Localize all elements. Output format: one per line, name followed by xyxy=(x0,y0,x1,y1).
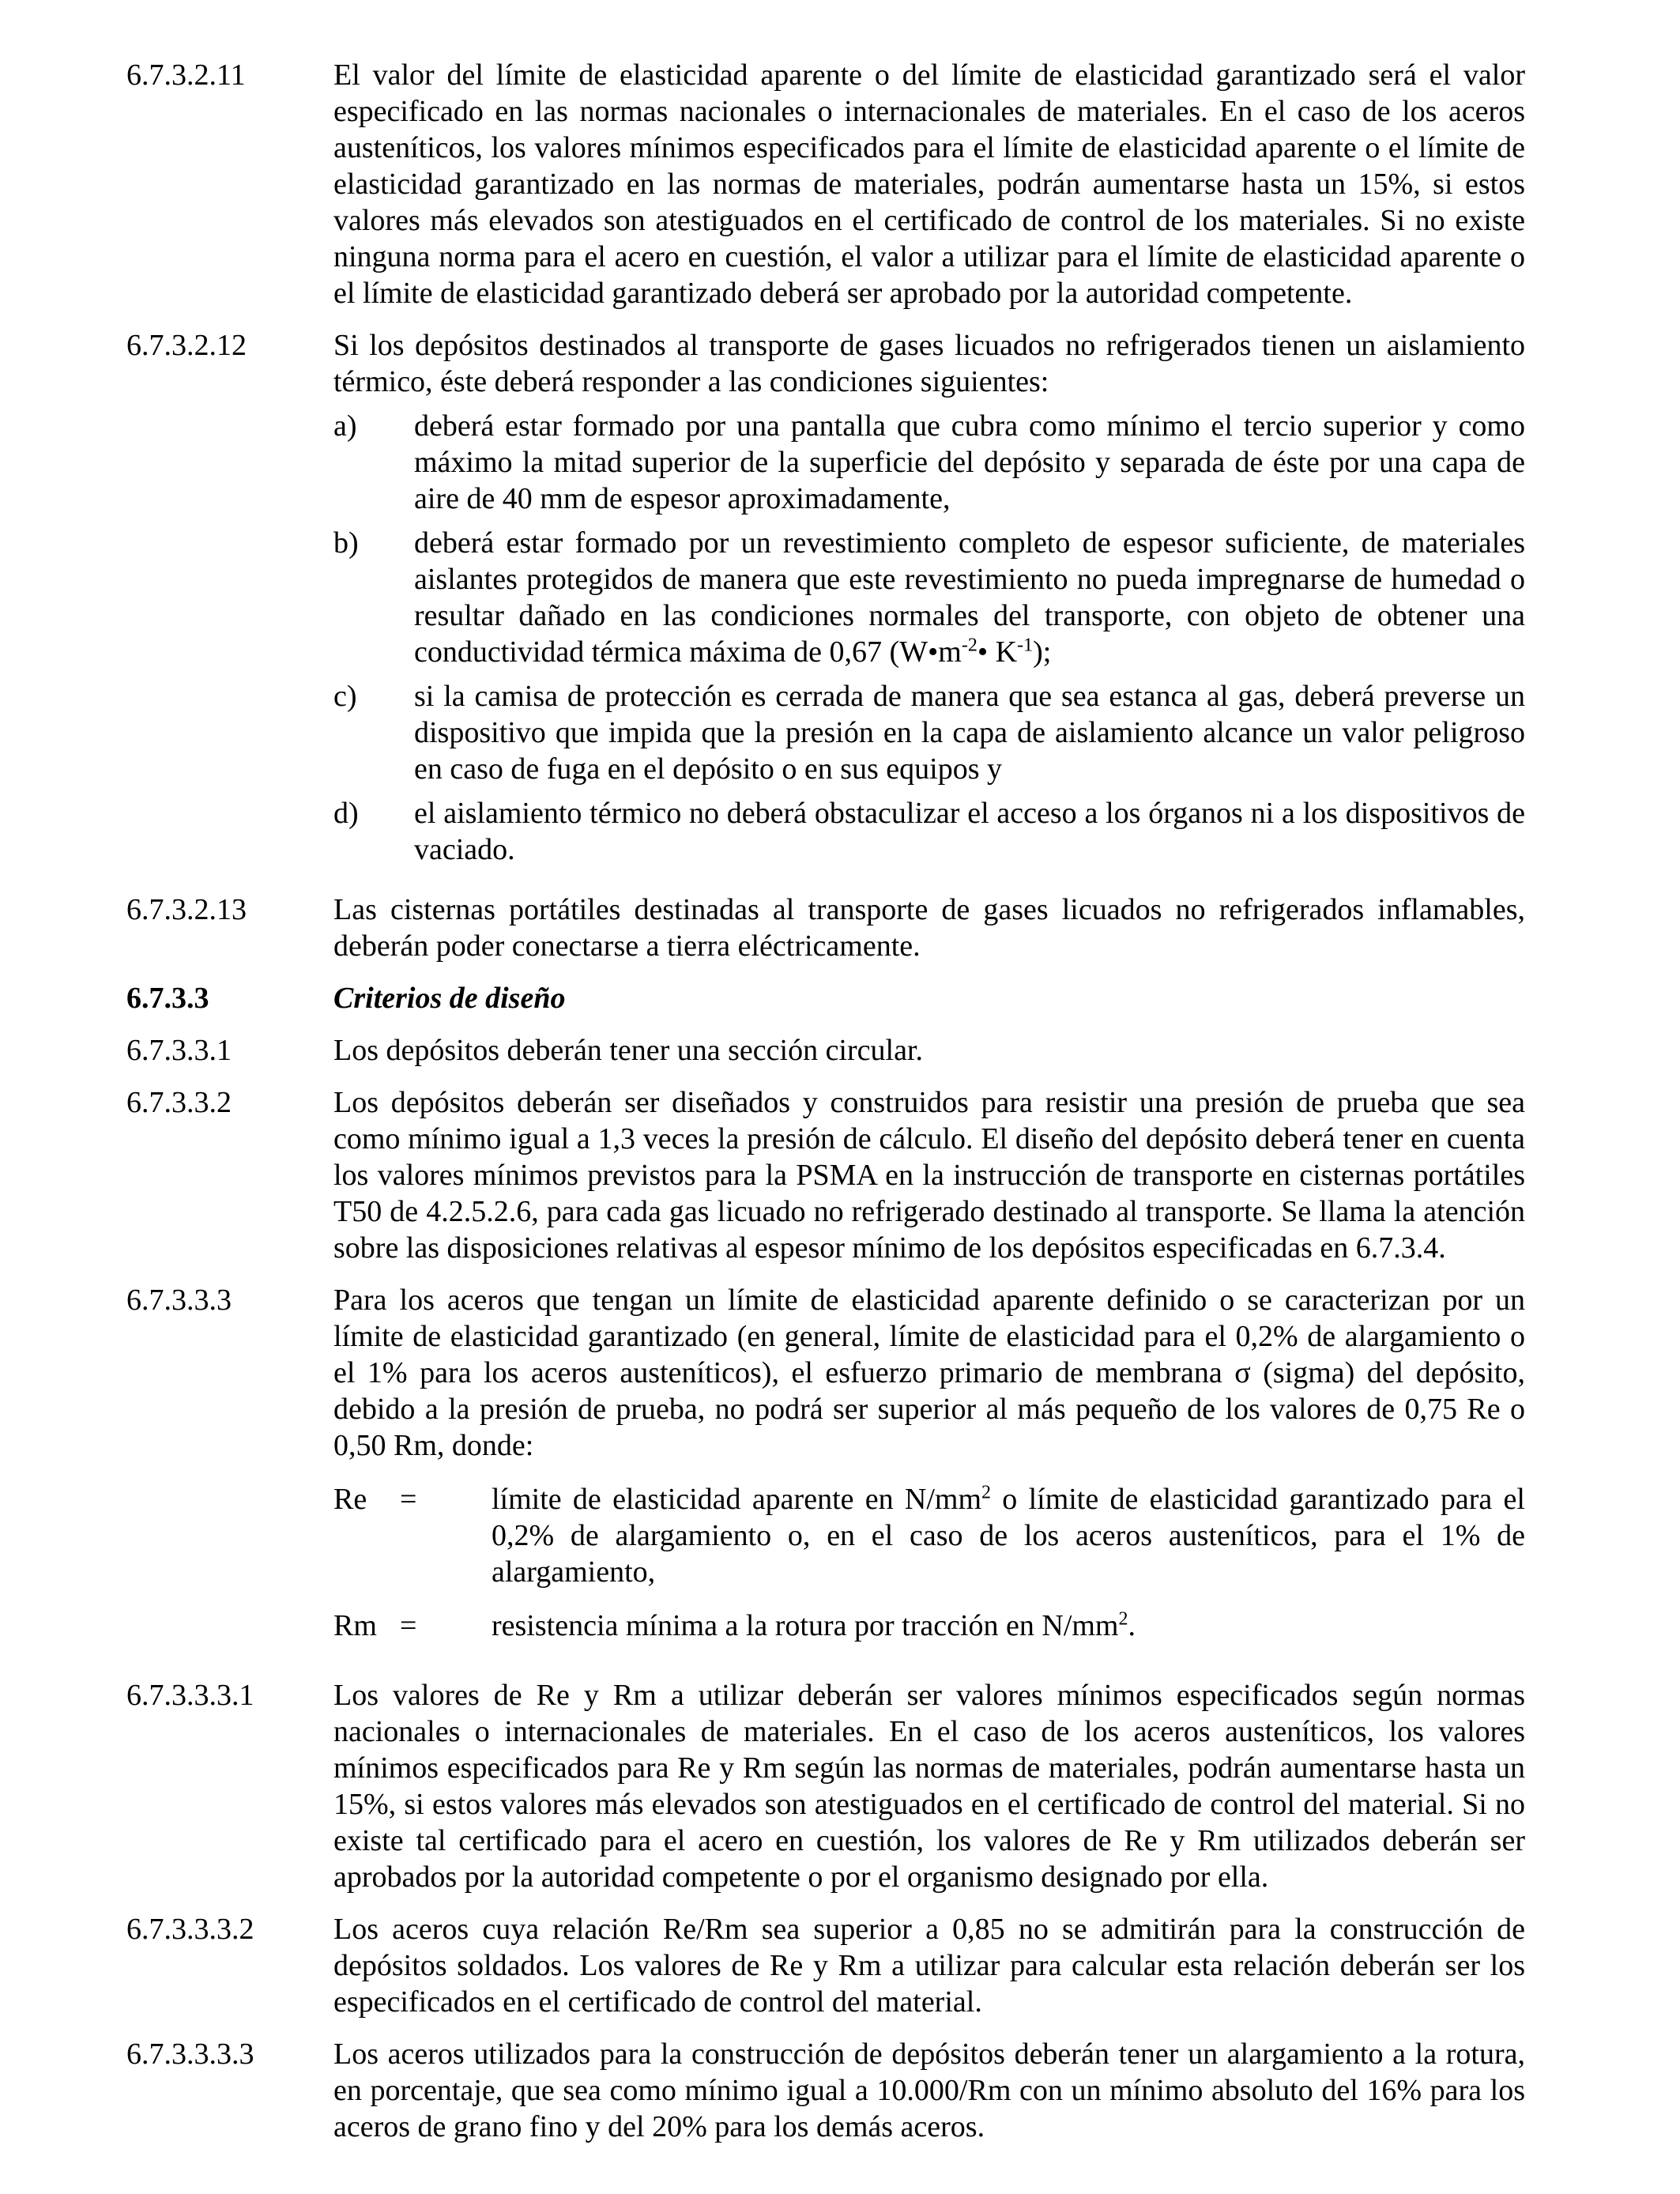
list-item-text: si la camisa de protección es cerrada de manera que sea estanca al gas, deberá preverse un dispositivo que impida que la presión en la capa de aislamiento alcance un valor peligroso en caso de fuga en el depósito o en sus equipos y xyxy=(414,680,1525,786)
list-item-letter: d) xyxy=(333,797,359,830)
section-number: 6.7.3.3.3.3 xyxy=(126,2038,254,2071)
section-6-7-3-3-1 xyxy=(126,1032,1525,1069)
list-item-text: deberá estar formado por una pantalla que cubra como mínimo el tercio superior y como máximo la mitad superior de la superficie del depósito y separada de éste por una capa de aire de 40 mm de espesor aproximadamente, xyxy=(414,409,1525,515)
superscript: 2 xyxy=(1118,1608,1128,1630)
list-item xyxy=(333,525,1525,670)
list-item-text: el aislamiento térmico no deberá obstaculizar el acceso a los órganos ni a los dispositivos de vaciado. xyxy=(414,797,1525,866)
list-item-letter: a) xyxy=(333,409,357,443)
list-item-text-unit: • K xyxy=(977,635,1018,669)
section-text: Para los aceros que tengan un límite de elasticidad aparente definido o se caracterizan por un límite de elasticidad garantizado (en general, límite de elasticidad para el 0,2% de alargamiento o el 1% para los aceros austeníticos), el esfuerzo primario de membrana σ (sigma) del depósito, debido a la presión de prueba, no podrá ser superior al más pequeño de los valores de 0,75 Re o 0,50 Rm, donde: xyxy=(333,1284,1525,1462)
section-number: 6.7.3.3.3 xyxy=(126,1284,232,1317)
list-item xyxy=(333,678,1525,787)
section-number: 6.7.3.3.2 xyxy=(126,1086,232,1119)
definition-text-main: límite de elasticidad aparente en N/mm xyxy=(492,1483,982,1516)
list-item xyxy=(333,408,1525,517)
definition-text-main: resistencia mínima a la rotura por tracción en N/mm xyxy=(492,1609,1119,1642)
list-item xyxy=(333,795,1525,868)
definition-symbol: Re xyxy=(333,1483,367,1516)
section-number: 6.7.3.2.12 xyxy=(126,329,247,362)
section-6-7-3-3-2 xyxy=(126,1084,1525,1266)
definition-list xyxy=(333,1481,1525,1644)
superscript: -1 xyxy=(1017,635,1034,656)
section-6-7-3-2-11 xyxy=(126,57,1525,311)
section-text: Los valores de Re y Rm a utilizar deberán ser valores mínimos especificados según normas nacionales o internacionales de materiales. En el caso de los aceros austeníticos, los valores mínimos especificados para Re y Rm según las normas de materiales, podrán aumentarse hasta un 15%, si estos valores más elevados son atestiguados en el certificado de control del material. Si no existe tal certificado para el acero en cuestión, los valores de Re y Rm utilizados deberán ser aprobados por la autoridad competente o por el organismo designado por ella. xyxy=(333,1679,1525,1894)
definition-text-end: o límite de elasticidad garantizado para el 0,2% de alargamiento o, en el caso de los aceros austeníticos, para el 1% de alargamiento, xyxy=(492,1483,1525,1589)
list-item-letter: b) xyxy=(333,526,359,560)
section-number: 6.7.3.3.1 xyxy=(126,1034,232,1067)
section-title: Criterios de diseño xyxy=(333,982,566,1015)
section-6-7-3-3-3 xyxy=(126,1282,1525,1661)
section-heading-6-7-3-3 xyxy=(126,980,1525,1016)
definition-text xyxy=(492,1481,1525,1590)
definition-item xyxy=(333,1608,1525,1644)
section-6-7-3-3-3-2 xyxy=(126,1911,1525,2020)
equals-sign: = xyxy=(400,1609,417,1642)
section-6-7-3-2-13 xyxy=(126,892,1525,964)
definition-item xyxy=(333,1481,1525,1590)
section-number: 6.7.3.3.3.1 xyxy=(126,1679,254,1712)
superscript: -2 xyxy=(961,635,977,656)
condition-list xyxy=(333,408,1525,868)
section-text: Los depósitos deberán tener una sección circular. xyxy=(333,1034,923,1067)
definition-text xyxy=(492,1608,1525,1644)
section-text: Las cisternas portátiles destinadas al transporte de gases licuados no refrigerados inflamables, deberán poder conectarse a tierra eléctricamente. xyxy=(333,893,1525,963)
list-item-text-end: ); xyxy=(1033,635,1052,669)
section-number: 6.7.3.2.13 xyxy=(126,893,247,926)
section-number: 6.7.3.2.11 xyxy=(126,58,246,92)
section-text: Los aceros cuya relación Re/Rm sea superior a 0,85 no se admitirán para la construcción de depósitos soldados. Los valores de Re y Rm a utilizar para calcular esta relación deberán ser los especificados en el certificado de control del material. xyxy=(333,1913,1525,2019)
section-text: Los aceros utilizados para la construcción de depósitos deberán tener un alargamiento a la rotura, en porcentaje, que sea como mínimo igual a 10.000/Rm con un mínimo absoluto del 16% para los aceros de grano fino y del 20% para los demás aceros. xyxy=(333,2038,1525,2143)
equals-sign: = xyxy=(400,1483,417,1516)
section-text: Los depósitos deberán ser diseñados y construidos para resistir una presión de prueba que sea como mínimo igual a 1,3 veces la presión de cálculo. El diseño del depósito deberá tener en cuenta los valores mínimos previstos para la PSMA en la instrucción de transporte en cisternas portátiles T50 de 4.2.5.2.6, para cada gas licuado no refrigerado destinado al transporte. Se llama la atención sobre las disposiciones relativas al espesor mínimo de los depósitos especificadas en 6.7.3.4. xyxy=(333,1086,1525,1265)
definition-symbol: Rm xyxy=(333,1609,377,1642)
definition-text-end: . xyxy=(1128,1609,1136,1642)
list-item-text-main: deberá estar formado por un revestimiento completo de espesor suficiente, de materiales aislantes protegidos de manera que este revestimiento no pueda impregnarse de humedad o resultar dañado en las condiciones normales del transporte, con objeto de obtener una conductividad térmica máxima de 0,67 (W•m xyxy=(414,526,1525,669)
document-page xyxy=(126,57,1525,2161)
section-number: 6.7.3.3.3.2 xyxy=(126,1913,254,1946)
section-text: El valor del límite de elasticidad aparente o del límite de elasticidad garantizado será el valor especificado en las normas nacionales o internacionales de materiales. En el caso de los aceros austeníticos, los valores mínimos especificados para el límite de elasticidad aparente o el límite de elasticidad garantizado en las normas de materiales, podrán aumentarse hasta un 15%, si estos valores más elevados son atestiguados en el certificado de control de los materiales. Si no existe ninguna norma para el acero en cuestión, el valor a utilizar para el límite de elasticidad aparente o el límite de elasticidad garantizado deberá ser aprobado por la autoridad competente. xyxy=(333,58,1525,310)
list-item-letter: c) xyxy=(333,680,357,713)
section-6-7-3-3-3-1 xyxy=(126,1677,1525,1895)
section-6-7-3-3-3-3 xyxy=(126,2036,1525,2145)
section-6-7-3-2-12 xyxy=(126,327,1525,876)
section-text: Si los depósitos destinados al transporte de gases licuados no refrigerados tienen un aislamiento térmico, éste deberá responder a las condiciones siguientes: xyxy=(333,329,1525,398)
superscript: 2 xyxy=(981,1482,992,1503)
section-number: 6.7.3.3 xyxy=(126,982,209,1015)
list-item-text xyxy=(414,525,1525,670)
